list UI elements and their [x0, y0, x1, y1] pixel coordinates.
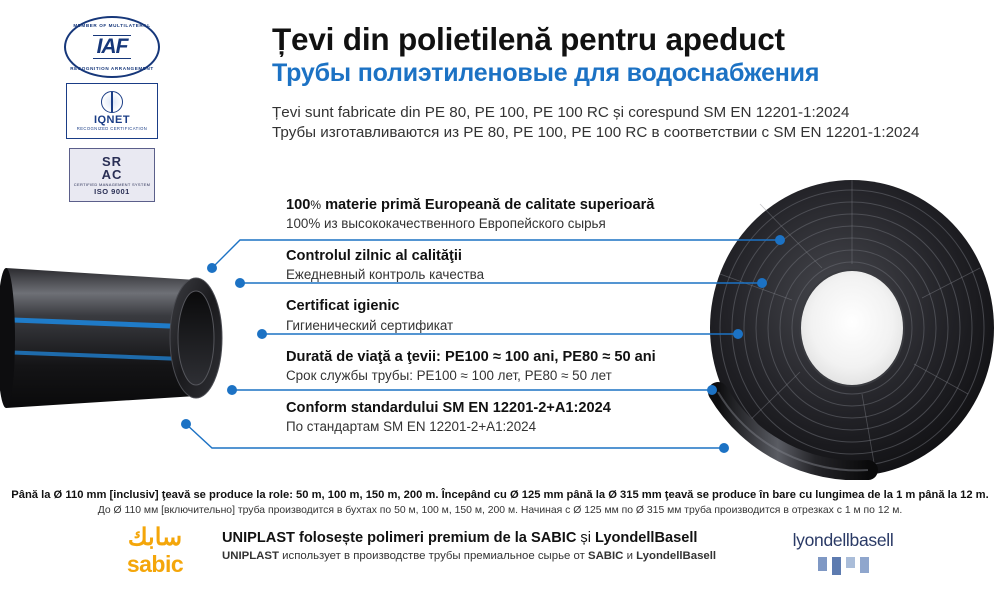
iaf-label: IAF — [93, 35, 132, 59]
partner-ro-part-0: UNIPLAST folosește polimeri premium de la — [222, 530, 531, 546]
header — [272, 22, 992, 142]
footnote-ro: Până la Ø 110 mm [inclusiv] ţeavă se produce la role: 50 m, 100 m, 150 m, 200 m. Începând cu Ø 125 mm până la Ø 315 mm ţeavă se produce în bare cu lungimea de la 1 m până la 12 m. — [11, 489, 989, 501]
iqnet-label: IQNET — [93, 113, 131, 126]
page-title-ru: Трубы полиэтиленовые для водоснабжения — [272, 59, 820, 88]
feature-title-ru: Срок службы трубы: PE100 ≈ 100 лет, PE80 ≈ 50 лет — [286, 368, 612, 384]
partner-statement-ro — [222, 529, 716, 549]
srac-iso9001-badge — [64, 146, 160, 204]
certification-badges — [52, 18, 172, 204]
partner-ru-part-4: LyondellBasell — [636, 549, 717, 562]
feature-title-ro: Conform standardului SM EN 12201-2+A1:2024 — [286, 399, 611, 416]
footnote-ru: До Ø 110 мм [включительно] труба производится в бухтах по 50 м, 100 м, 150 м, 200 м. Начиная с Ø 125 мм по Ø 315 мм труба производится в отрезках с 1 м по 12 м. — [97, 505, 903, 517]
feature-0-lead: 100 — [286, 197, 311, 213]
feature-item — [286, 399, 726, 436]
iaf-ring-bottom-text: RECOGNITION ARRANGEMENT — [70, 66, 154, 71]
partner-ro-part-3: LyondellBasell — [595, 530, 698, 546]
feature-title-ru: Ежедневный контроль качества — [286, 266, 485, 282]
partner-statement — [222, 529, 716, 564]
lyondellbasell-bars-icon — [768, 557, 918, 575]
srac-line-1: SR — [101, 153, 123, 169]
iaf-ring-top-text: MEMBER OF MULTILATERAL — [73, 23, 151, 28]
srac-line-3: CERTIFIED MANAGEMENT SYSTEM — [73, 181, 151, 187]
partner-ru-part-2: SABIC — [587, 549, 624, 562]
feature-title-ro: Controlul zilnic al calităţii — [286, 247, 462, 264]
partner-ro-part-2: și — [576, 530, 596, 546]
iqnet-sub-label: RECOGNIZED CERTIFICATION — [76, 125, 148, 131]
footnote — [0, 487, 1000, 518]
srac-iso-label: ISO 9001 — [94, 186, 130, 196]
feature-0-rest: materie primă Europeană de calitate superioară — [321, 197, 655, 213]
partners-bar — [0, 524, 1000, 594]
feature-list — [286, 196, 726, 449]
partner-ru-part-1: использует в производстве трубы премиальное сырье от — [278, 549, 588, 562]
feature-item — [286, 247, 726, 284]
feature-0-pct: % — [310, 198, 322, 212]
lyondellbasell-wordmark: lyondellbasell — [792, 530, 894, 550]
sabic-arabic-wordmark: سابك — [127, 524, 183, 551]
pipe-section-image — [0, 222, 248, 452]
iqnet-badge — [64, 82, 160, 140]
partner-ro-part-1: SABIC — [530, 530, 577, 546]
partner-statement-ru — [222, 549, 716, 564]
feature-item — [286, 196, 726, 233]
feature-title-ro: Certificat igienic — [286, 298, 400, 315]
pipe-coil-image — [700, 178, 1000, 480]
subtitle-ru: Трубы изготавливаются из PE 80, PE 100, PE 100 RC в соответствии с SM EN 12201-1:2024 — [272, 123, 920, 141]
globe-icon — [101, 91, 123, 113]
feature-title-ru: 100% из высококачественного Европейского сырья — [286, 216, 606, 232]
feature-title-ro: Durată de viaţă a ţevii: PE100 ≈ 100 ani, PE80 ≈ 50 ani — [286, 348, 656, 365]
sabic-logo — [105, 526, 205, 577]
partner-ru-part-3: и — [623, 549, 637, 562]
feature-title-ru: По стандартам SM EN 12201-2+A1:2024 — [286, 418, 537, 434]
page-title-ro: Țevi din polietilenă pentru apeduct — [272, 21, 785, 57]
sabic-latin-wordmark: sabic — [126, 551, 184, 577]
feature-title-ru: Гигиенический сертификат — [286, 317, 454, 333]
partner-ru-part-0: UNIPLAST — [222, 549, 279, 562]
feature-item — [286, 348, 726, 385]
iaf-badge — [64, 18, 160, 76]
lyondellbasell-logo — [768, 530, 918, 575]
srac-line-2: AC — [101, 166, 123, 182]
subtitle-ro: Țevi sunt fabricate din PE 80, PE 100, PE 100 RC și corespund SM EN 12201-1:2024 — [272, 103, 850, 121]
feature-item — [286, 297, 726, 334]
feature-title-ro — [286, 196, 726, 214]
